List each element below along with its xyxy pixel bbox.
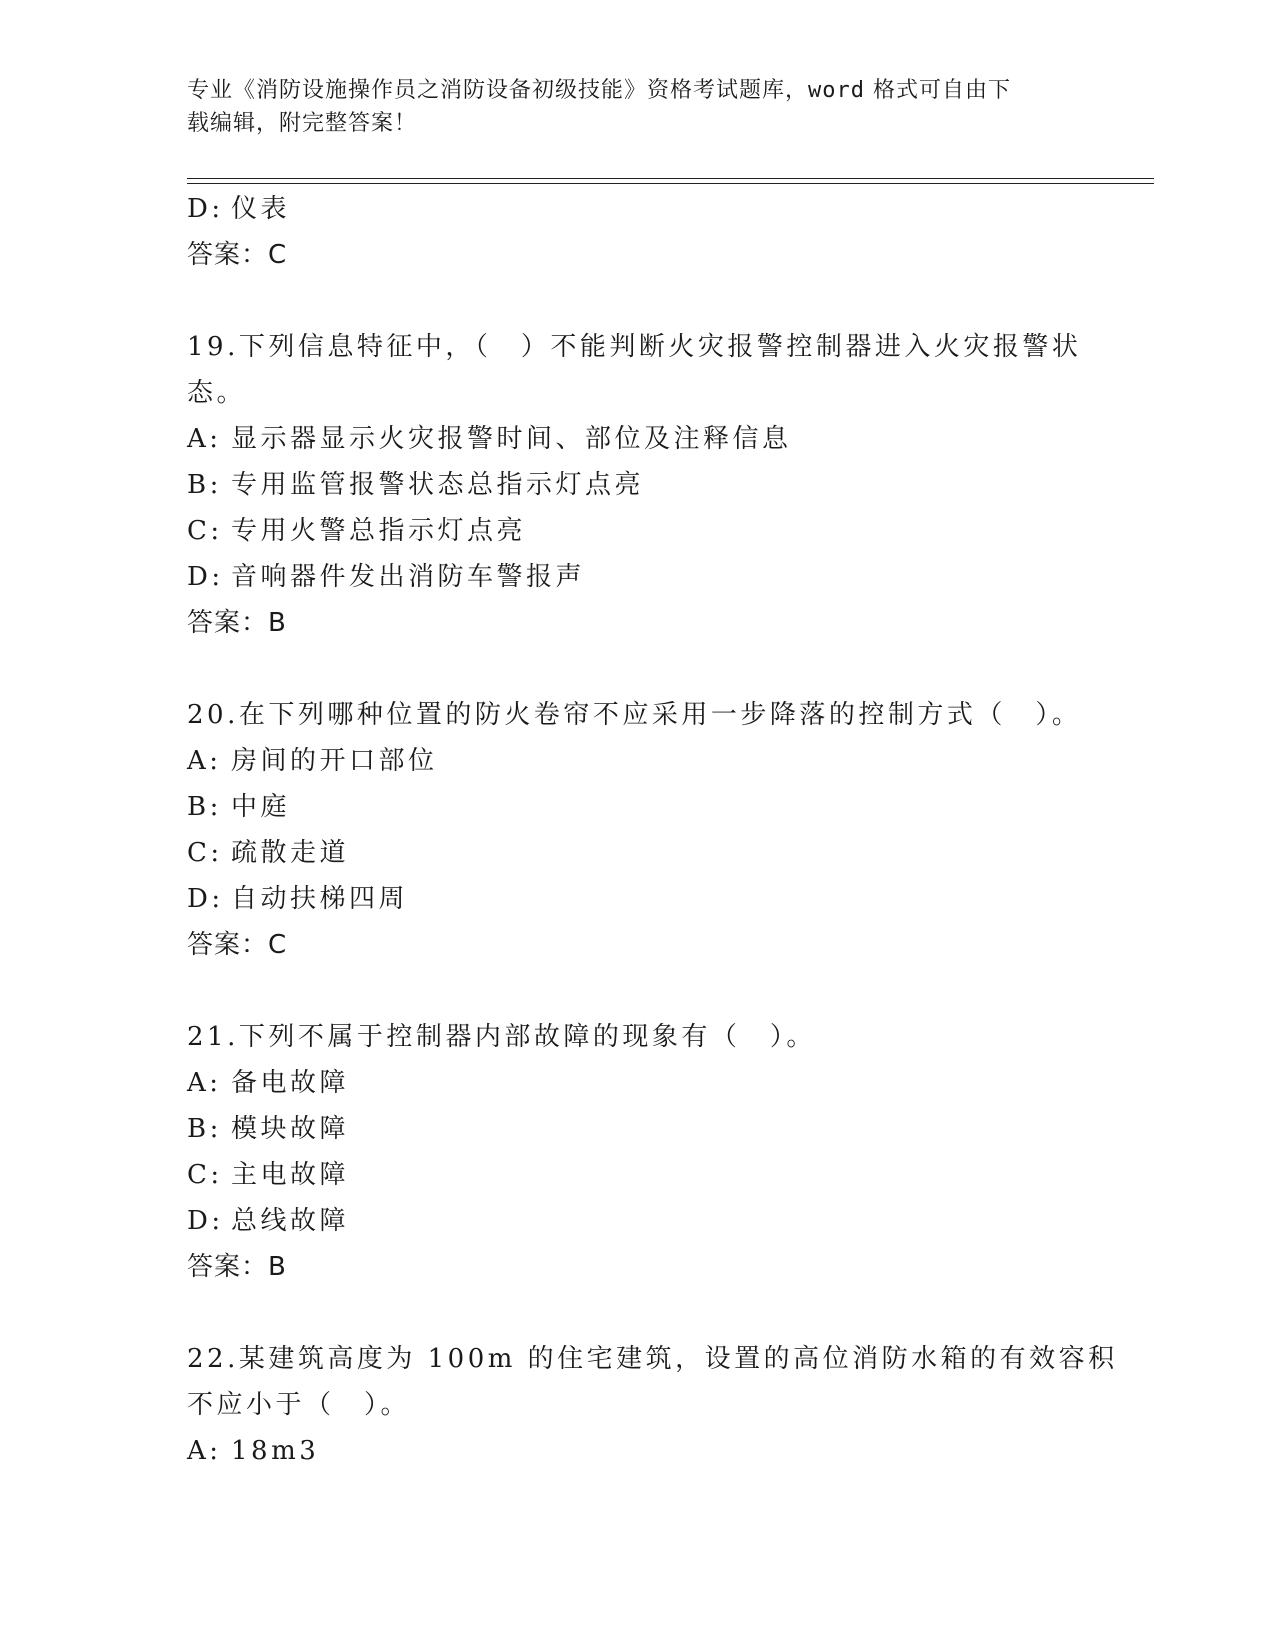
option-key: C:: [187, 516, 223, 546]
option-key: B:: [187, 470, 222, 500]
question-19: [187, 324, 1087, 646]
option-key: C:: [187, 838, 223, 868]
option-key: D:: [187, 1206, 224, 1236]
option-text: 房间的开口部位: [231, 746, 438, 776]
question-20-text-line-1: 20.在下列哪种位置的防火卷帘不应采用一步降落的控制方式（ ）。: [187, 700, 1082, 730]
option-key: C:: [187, 1160, 223, 1190]
prev-option-d: [187, 186, 1087, 232]
header-line-1: [187, 74, 1067, 107]
question-21-answer: 答案：B: [187, 1252, 287, 1282]
option-text: 专用监管报警状态总指示灯点亮: [231, 470, 645, 500]
header-word-text: word: [808, 78, 865, 103]
spacer: [187, 646, 1087, 692]
question-20-answer: 答案：C: [187, 930, 288, 960]
option-text: 仪表: [231, 194, 291, 224]
option-key: A:: [187, 424, 222, 454]
option-text: 总线故障: [231, 1206, 350, 1236]
option-text: 疏散走道: [231, 838, 350, 868]
spacer: [187, 278, 1087, 324]
option-key: D:: [187, 194, 224, 224]
question-20-option-b: [187, 784, 1087, 830]
question-22-text-line-1: 22.某建筑高度为 100m 的住宅建筑，设置的高位消防水箱的有效容积: [187, 1344, 1118, 1374]
question-19-option-c: [187, 508, 1087, 554]
header-divider-top: [187, 178, 1154, 179]
header-line-1-rest: 格式可自由下: [865, 78, 1011, 103]
spacer: [187, 968, 1087, 1014]
question-22-text-line-2: 不应小于（ ）。: [187, 1390, 411, 1420]
question-21: [187, 1014, 1087, 1290]
question-21-option-a: [187, 1060, 1087, 1106]
document-header: [187, 74, 1067, 140]
question-19-text-line-1: 19.下列信息特征中，（ ）不能判断火灾报警控制器进入火灾报警状: [187, 332, 1082, 362]
question-20-option-c: [187, 830, 1087, 876]
question-20-option-d: [187, 876, 1087, 922]
option-text: 自动扶梯四周: [231, 884, 409, 914]
question-19-answer: 答案：B: [187, 608, 287, 638]
option-text: 音响器件发出消防车警报声: [231, 562, 586, 592]
option-key: B:: [187, 1114, 222, 1144]
question-21-option-d: [187, 1198, 1087, 1244]
option-key: A:: [187, 1068, 222, 1098]
question-22-option-a: [187, 1428, 1087, 1474]
option-text: 显示器显示火灾报警时间、部位及注释信息: [231, 424, 792, 454]
header-line-2: 载编辑，附完整答案！: [187, 111, 418, 136]
option-text: 18m3: [231, 1436, 320, 1466]
question-22: [187, 1336, 1118, 1474]
header-line-1-text: 专业《消防设施操作员之消防设备初级技能》资格考试题库，: [187, 78, 809, 103]
question-19-option-b: [187, 462, 1087, 508]
option-text: 专用火警总指示灯点亮: [231, 516, 527, 546]
option-key: A:: [187, 1436, 222, 1466]
option-key: D:: [187, 562, 224, 592]
option-text: 备电故障: [231, 1068, 350, 1098]
question-20: [187, 692, 1087, 968]
spacer: [187, 1290, 1087, 1336]
question-21-option-c: [187, 1152, 1087, 1198]
option-key: B:: [187, 792, 222, 822]
question-21-text-line-1: 21.下列不属于控制器内部故障的现象有（ ）。: [187, 1022, 816, 1052]
option-text: 中庭: [231, 792, 291, 822]
question-19-option-a: [187, 416, 1087, 462]
option-text: 主电故障: [231, 1160, 350, 1190]
option-text: 模块故障: [231, 1114, 350, 1144]
header-divider-bottom: [187, 183, 1154, 184]
question-21-option-b: [187, 1106, 1087, 1152]
option-key: D:: [187, 884, 224, 914]
question-19-option-d: [187, 554, 1087, 600]
prev-answer: 答案：C: [187, 240, 288, 270]
document-body: [187, 186, 1118, 1474]
option-key: A:: [187, 746, 222, 776]
question-20-option-a: [187, 738, 1087, 784]
question-19-text-line-2: 态。: [187, 378, 247, 408]
